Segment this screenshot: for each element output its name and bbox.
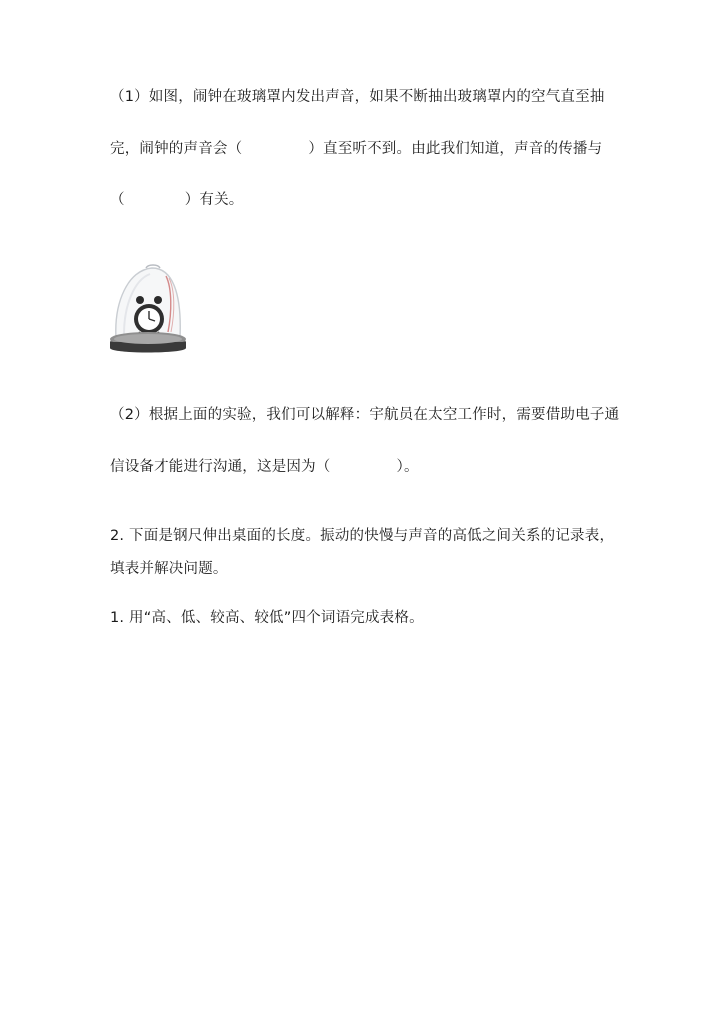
q2-line-2 [110,457,419,477]
q1-line-1: （1）如图，闹钟在玻璃罩内发出声音，如果不断抽出玻璃罩内的空气直至抽 [110,89,605,105]
q1-line-2-before: 完，闹钟的声音会（ [110,141,243,157]
q2-line-2-after: ）。 [396,459,419,475]
q1-line-3-after: ）有关。 [184,192,244,208]
q1-line-2 [110,139,602,159]
problem-2-line-1: 2. 下面是钢尺伸出桌面的长度。振动的快慢与声音的高低之间关系的记录表， [110,528,615,544]
q1-line-2-after: ）直至听不到。由此我们知道，声音的传播与 [308,141,603,157]
problem-2-line-2: 填表并解决问题。 [110,561,228,577]
q2-line-2-before: 信设备才能进行沟通，这是因为（ [110,459,331,475]
q2-line-1: （2）根据上面的实验，我们可以解释：宇航员在太空工作时，需要借助电子通 [110,407,620,423]
task-1-instruction: 1. 用“高、低、较高、较低”四个词语完成表格。 [110,610,424,626]
q1-line-3 [110,190,244,210]
q1-line-3-before: （ [110,192,125,208]
alarm-clock-bell-jar-icon [106,262,188,364]
